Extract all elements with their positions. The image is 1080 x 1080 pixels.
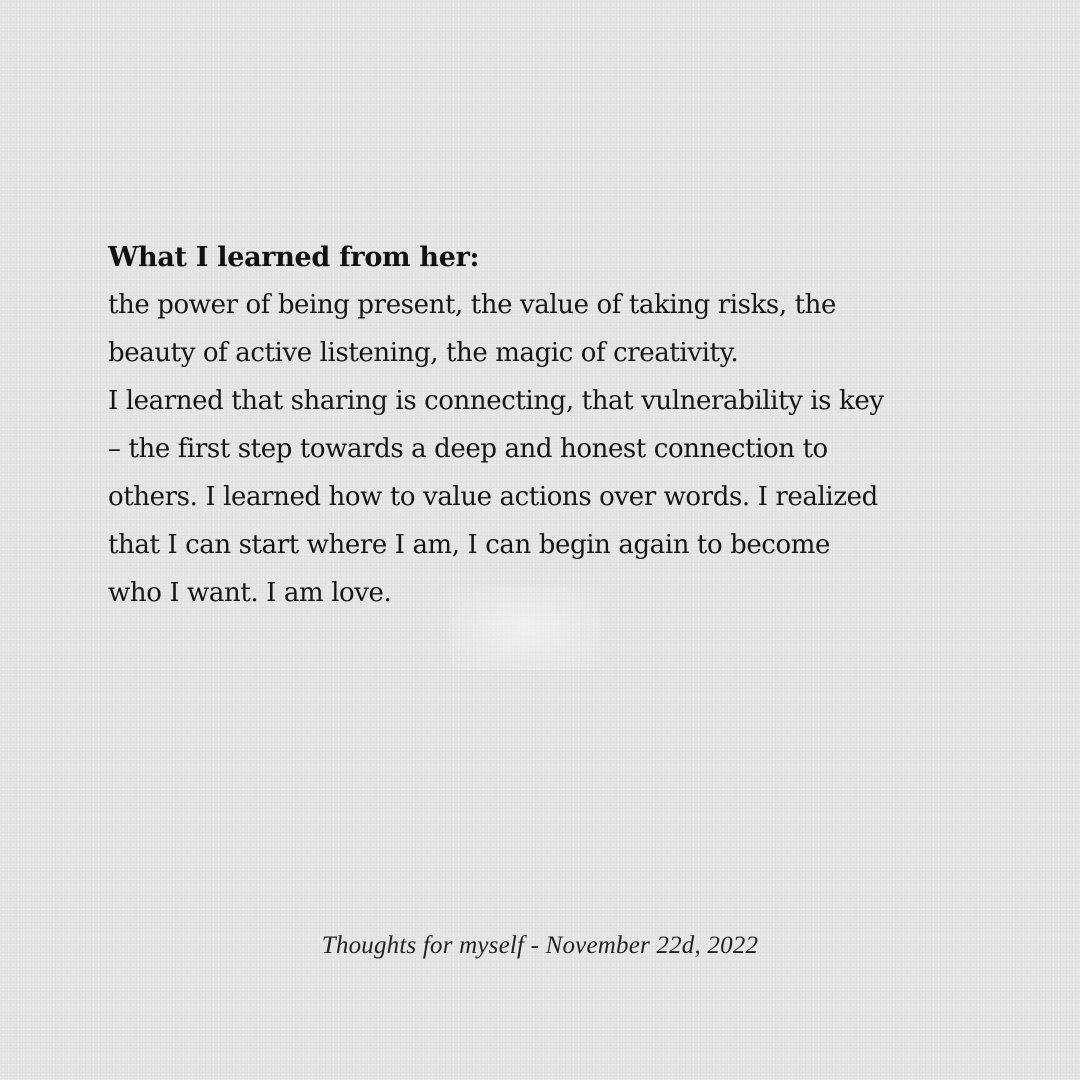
note-line: who I want. I am love. [108, 578, 392, 608]
note-line: that I can start where I am, I can begin again to become [108, 530, 830, 560]
note-line: beauty of active listening, the magic of creativity. [108, 338, 739, 368]
note-line: I learned that sharing is connecting, that vulnerability is key [108, 386, 884, 416]
note-block [108, 234, 988, 617]
footer-signature: Thoughts for myself - November 22d, 2022 [321, 932, 759, 959]
note-line: others. I learned how to value actions over words. I realized [108, 482, 878, 512]
note-line: – the first step towards a deep and honest connection to [108, 434, 828, 464]
note-line: the power of being present, the value of taking risks, the [108, 290, 836, 320]
note-heading: What I learned from her: [108, 242, 480, 273]
